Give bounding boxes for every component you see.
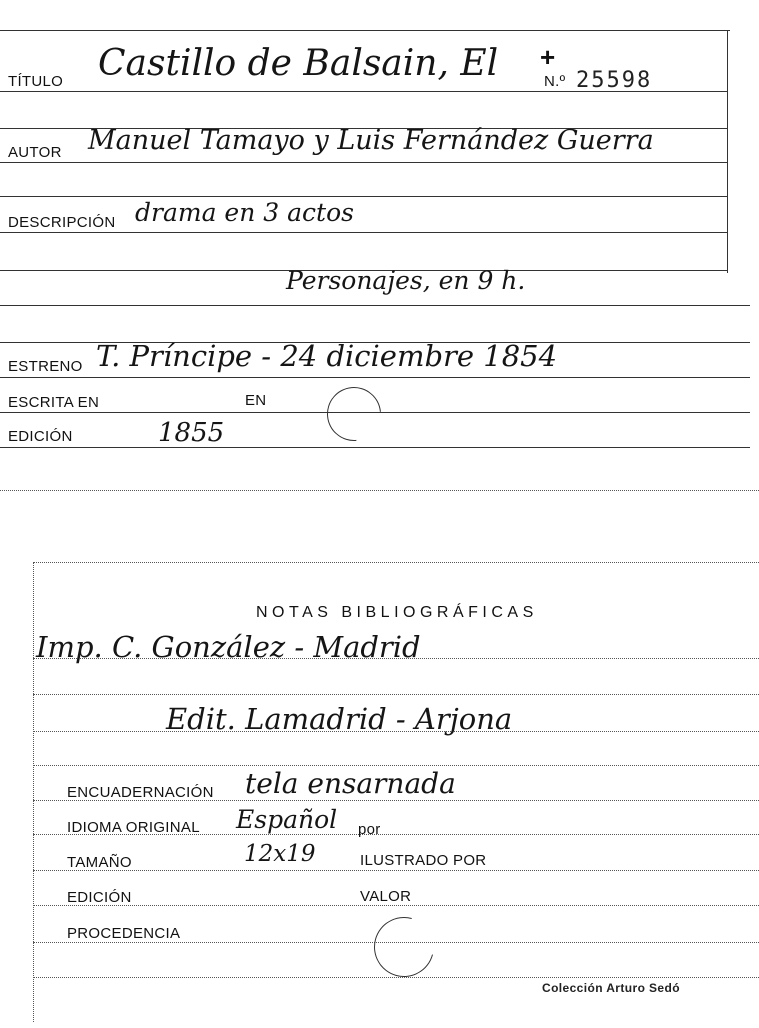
card-top-border bbox=[33, 562, 759, 563]
descripcion-label: DESCRIPCIÓN bbox=[8, 214, 116, 231]
ilustrado-label: ILUSTRADO POR bbox=[360, 852, 487, 869]
descripcion-value: drama en 3 actos bbox=[135, 198, 354, 227]
tamano-value: 12x19 bbox=[244, 841, 316, 867]
notas-heading: NOTAS BIBLIOGRÁFICAS bbox=[256, 604, 538, 621]
rule-line bbox=[0, 305, 750, 306]
descripcion-line bbox=[0, 232, 727, 233]
procedencia-label: PROCEDENCIA bbox=[67, 925, 181, 942]
autor-label: AUTOR bbox=[8, 144, 62, 161]
tamano-line bbox=[33, 870, 759, 871]
por-label: por bbox=[358, 821, 381, 838]
card-right-border bbox=[727, 30, 728, 273]
idioma-value: Español bbox=[236, 805, 338, 834]
titulo-label: TÍTULO bbox=[8, 73, 64, 90]
escrita-en-label: ESCRITA EN bbox=[8, 394, 100, 411]
rule-line bbox=[0, 196, 727, 197]
idioma-label: IDIOMA ORIGINAL bbox=[67, 819, 200, 836]
encuadernacion-label: ENCUADERNACIÓN bbox=[67, 784, 214, 801]
notes-line bbox=[33, 694, 759, 695]
cross-mark-icon: + bbox=[540, 42, 556, 72]
valor-label: VALOR bbox=[360, 888, 412, 905]
card-top-border bbox=[0, 30, 730, 31]
estreno-label: ESTRENO bbox=[8, 358, 83, 375]
autor-line bbox=[0, 162, 727, 163]
edicion-value: 1855 bbox=[158, 418, 225, 448]
coleccion-footer: Colección Arturo Sedó bbox=[542, 981, 680, 995]
punch-hole bbox=[316, 376, 392, 452]
numero-label: N.º bbox=[544, 73, 566, 90]
tamano-label: TAMAÑO bbox=[67, 854, 132, 871]
catalog-card-back bbox=[0, 545, 759, 1028]
titulo-value: Castillo de Balsain, El bbox=[98, 43, 499, 84]
card-bottom-edge bbox=[0, 490, 759, 491]
rule-line bbox=[33, 977, 759, 978]
notes-imprenta: Imp. C. González - Madrid bbox=[36, 630, 421, 664]
encuadernacion-value: tela ensarnada bbox=[245, 767, 456, 800]
en-label: EN bbox=[245, 392, 267, 409]
notes-editorial: Edit. Lamadrid - Arjona bbox=[166, 702, 513, 736]
personajes-note: Personajes, en 9 h. bbox=[286, 266, 526, 295]
estreno-line bbox=[0, 377, 750, 378]
edicion-line bbox=[0, 447, 750, 448]
estreno-value: T. Príncipe - 24 diciembre 1854 bbox=[96, 339, 558, 373]
autor-value: Manuel Tamayo y Luis Fernández Guerra bbox=[88, 125, 654, 156]
edicion-line bbox=[33, 905, 759, 906]
numero-value: 25598 bbox=[576, 68, 653, 93]
edicion-label: EDICIÓN bbox=[8, 428, 73, 445]
notes-line bbox=[33, 765, 759, 766]
catalog-card-front bbox=[0, 0, 759, 493]
edicion-label: EDICIÓN bbox=[67, 889, 132, 906]
punch-hole bbox=[363, 906, 445, 988]
card-left-border bbox=[33, 562, 34, 1022]
